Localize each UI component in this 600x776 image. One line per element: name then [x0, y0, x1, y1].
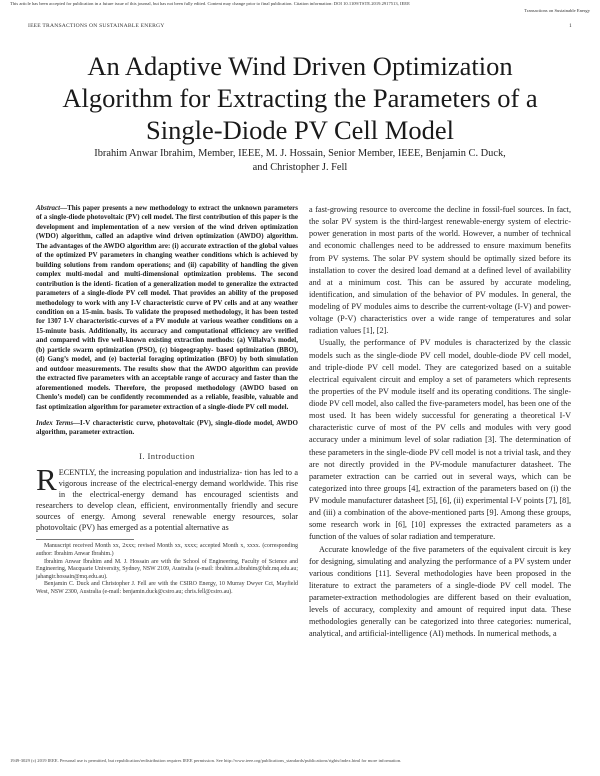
- abstract: [36, 204, 298, 412]
- author-list: [40, 147, 560, 174]
- right-column: [309, 204, 571, 641]
- notice-line-2: Transactions on Sustainable Energy: [524, 7, 590, 13]
- journal-name: IEEE TRANSACTIONS ON SUSTAINABLE ENERGY: [28, 23, 165, 29]
- intro-text: the increasing population and industrializa- tion has led to a vigorous increase of the electrical-energy demand worldwide. This rise in the electrical-energy demand has encouraged scientists and researchers to develop clean, efficient, environmentally friendly and secure sources of energy. Among several renewable energy resources, solar photovoltaic (PV) has emerged as a potential alternative as: [36, 467, 298, 533]
- page-number: 1: [569, 23, 572, 29]
- index-terms: [36, 419, 298, 438]
- drop-cap: R: [36, 461, 57, 497]
- footnote-received: Manuscript received Month xx, 2xxx; revised Month xx, xxxx; accepted Month x, xxxx. (corresponding author: Ibrahim Anwar Ibrahim.): [36, 543, 298, 558]
- intro-lead-word: ECENTLY,: [58, 467, 97, 477]
- index-terms-text: —I-V characteristic curve, photovoltaic (PV), single-diode model, AWDO algorithm, parameter extraction.: [36, 418, 298, 437]
- footnote-affiliation-2: Benjamin C. Duck and Christopher J. Fell are with the CSIRO Energy, 10 Murray Dwyer Cct, Mayfield West, NSW 2300, Australia (e-mail: benjamin.duck@csiro.au; chris.fell@csiro.au).: [36, 581, 298, 595]
- abstract-text: —This paper presents a new methodology to extract the unknown parameters of a single-diode photovoltaic (PV) cell model. The first contribution of this paper is the development and implementation of a new version of the wind driven optimization (WDO) algorithm, called an adaptive wind driven optimization (AWDO) algorithm. The advantages of the AWDO algorithm are: (i) accurate extraction of the global values of the optimized PV parameters in changing weather conditions which is achieved by building solutions from random operations; and (ii) capability of handling the given complex multi-modal and multi-dimensional optimization problems. The second contribution is the identi- fication of a generalization model to generalize the extracted parameters of a single-diode PV cell model. That provides an ability of the proposed methodology to work with any I-V characteristic curve of PV cells and at any weather condition on a 15-min. basis. To validate the proposed methodology, it has been tested for 1307 I-V characteristic-curves of a PV module at various weather conditions on a 15-minute basis. Additionally, its accuracy and computational efficiency are verified and compared with five well-known existing extraction methods: (a) Villalva’s model, (b) particle swarm optimization (PSO), (c) biogeography- based optimization (BBO), (d) Gang’s model, and (e) bacterial foraging optimization (BFO) by both simulation and outdoor measurements. The results show that the AWDO algorithm can provide the extracted five parameters with an acceptable range of accuracy and faster than the aforementioned models. Therefore, the proposed methodology (AWDO based on Chenlo’s model) can be confidently recommended as a reliable, feasible, valuable and fast optimization algorithm for parameter extraction of a single-diode PV cell model.: [36, 204, 298, 411]
- footnote-divider: [36, 539, 134, 540]
- author-line-2: and Christopher J. Fell: [252, 161, 348, 173]
- abstract-label: Abstract: [36, 204, 61, 212]
- running-head: [28, 23, 572, 29]
- section-heading-introduction: I. Introduction: [139, 450, 195, 461]
- publication-notice: [10, 1, 590, 14]
- notice-line-1: This article has been accepted for publication in a future issue of this journal, but has not been fully edited. Content may change prior to final publication. Citation information: DOI 10.1109/TSTE.2019.2917513, IEEE: [10, 1, 410, 6]
- body-paragraph-2: Usually, the performance of PV modules is characterized by the classic models such as the single-diode PV cell model, double-diode PV cell model, and triple-diode PV cell model. They are categorized based on a suitable electrical equivalent circuit and employ a set of parameters which represents the properties of the PV module itself and its operating conditions. The single-diode PV cell model, also called the five-parameters model, has been one of the most used. It has been widely successful for generating a theoretical I-V characteristic curve of most of the PV cells and modules with very good accuracy under a minimum level of solar radiation [3]. The determination of these parameters in the single-diode PV cell model is not a trivial task, and they are not directly provided in the PV-module manufacturer datasheet. The parameter extraction can be carried out in several ways, which can be categorized into three groups [4], extraction of the parameters based on (i) the PV module manufacturer datasheet [5], [6], (ii) experimental I-V points [7], [8], and (iii) a combination of the above-mentioned parts [9]. Among these groups, some research work in [6], [10] expresses the extracted parameters as a function of the values of solar radiation and temperature.: [309, 338, 571, 542]
- footnote-affiliation-1: Ibrahim Anwar Ibrahim and M. J. Hossain are with the School of Engineering, Faculty of Science and Engineering, Macquarie University, Sydney, NSW 2109, Australia (e-mail: ibrahim.a.ibrahim@hdr.mq.edu.au; jahangir.hossain@mq.edu.au).: [36, 558, 298, 580]
- index-terms-label: Index Terms: [36, 418, 74, 427]
- body-paragraph-1: a fast-growing resource to overcome the decline in fossil-fuel sources. In fact, the solar PV system is the third-largest renewable-energy system of electric-power generation in most parts of the world. However, a number of technical and economic challenges need to be addressed to ensure maximum benefits from PV systems. The solar PV system should be optimally sized before its installation to cover the desired load demand at a defined level of availability and at a minimum cost. This can be assured by accurate modeling, identification, and simulation of the behavior of PV modules. In general, the modeling of PV modules aims to describe the current-voltage (I-V) and power-voltage (P-V) characteristics over a wide range of temperatures and solar radiation values [1], [2].: [309, 205, 571, 336]
- paper-title: An Adaptive Wind Driven Optimization Algorithm for Extracting the Parameters of a Single-Diode PV Cell Model: [62, 51, 538, 145]
- copyright-notice: 1949-3029 (c) 2019 IEEE. Personal use is permitted, but republication/redistribution requires IEEE permission. See http://www.ieee.org/publications_standards/publications/rights/index.html for more information.: [10, 758, 402, 763]
- introduction-paragraph: [36, 461, 298, 534]
- left-column: [36, 204, 298, 597]
- author-line-1: Ibrahim Anwar Ibrahim, Member, IEEE, M. J. Hossain, Senior Member, IEEE, Benjamin C. Duck,: [94, 148, 506, 159]
- body-paragraph-3: Accurate knowledge of the five parameters of the equivalent circuit is key for designing, simulating and analyzing the performance of a PV system under various conditions [11]. Several methodologies have been proposed in the literature to extract the parameters of a single-diode PV cell model. The parameter-extraction methodologies are different based on their evaluation, levels of accuracy, complexity and amount of required input data. These methodologies generally can be categorized into three categories: numerical, analytical, and artificial-intelligence (AI) methods. In numerical methods, a: [309, 544, 571, 639]
